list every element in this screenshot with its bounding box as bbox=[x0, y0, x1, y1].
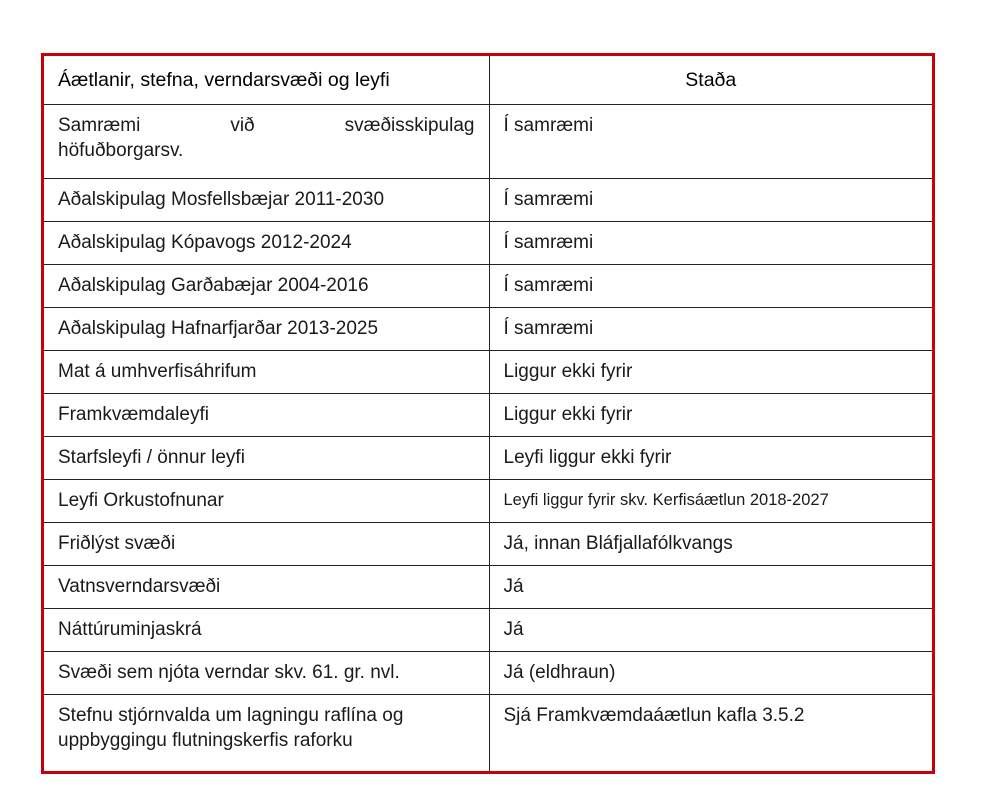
row-status: Í samræmi bbox=[489, 179, 932, 222]
row-item: Svæði sem njóta verndar skv. 61. gr. nvl. bbox=[44, 652, 489, 695]
row-status: Í samræmi bbox=[489, 222, 932, 265]
table-header-row bbox=[44, 56, 932, 105]
row-status: Sjá Framkvæmdaáætlun kafla 3.5.2 bbox=[489, 695, 932, 771]
table-row bbox=[44, 695, 932, 771]
row-item bbox=[44, 695, 489, 771]
row-item-line1 bbox=[58, 113, 475, 138]
row-item: Leyfi Orkustofnunar bbox=[44, 480, 489, 523]
table-row bbox=[44, 179, 932, 222]
row-item-line2: uppbyggingu flutningskerfis raforku bbox=[58, 730, 353, 751]
status-table-frame bbox=[41, 53, 935, 774]
row-item: Aðalskipulag Kópavogs 2012-2024 bbox=[44, 222, 489, 265]
table-row bbox=[44, 105, 932, 179]
row-item: Starfsleyfi / önnur leyfi bbox=[44, 437, 489, 480]
row-item: Aðalskipulag Garðabæjar 2004-2016 bbox=[44, 265, 489, 308]
table-row bbox=[44, 437, 932, 480]
word: við bbox=[230, 115, 255, 136]
table-row bbox=[44, 265, 932, 308]
row-item-line2: höfuðborgarsv. bbox=[58, 140, 184, 161]
table-row bbox=[44, 609, 932, 652]
table-row bbox=[44, 394, 932, 437]
row-status: Liggur ekki fyrir bbox=[489, 394, 932, 437]
row-item: Aðalskipulag Hafnarfjarðar 2013-2025 bbox=[44, 308, 489, 351]
row-status: Í samræmi bbox=[489, 308, 932, 351]
row-item: Náttúruminjaskrá bbox=[44, 609, 489, 652]
row-status: Já bbox=[489, 566, 932, 609]
row-status: Já (eldhraun) bbox=[489, 652, 932, 695]
row-item: Framkvæmdaleyfi bbox=[44, 394, 489, 437]
plans-status-table bbox=[44, 56, 932, 771]
row-status: Liggur ekki fyrir bbox=[489, 351, 932, 394]
row-status: Í samræmi bbox=[489, 105, 932, 179]
row-status: Já, innan Bláfjallafólkvangs bbox=[489, 523, 932, 566]
table-row bbox=[44, 652, 932, 695]
table-row bbox=[44, 566, 932, 609]
column-header-status: Staða bbox=[489, 56, 932, 105]
column-header-plans: Áætlanir, stefna, verndarsvæði og leyfi bbox=[44, 56, 489, 105]
table-row bbox=[44, 308, 932, 351]
row-status: Já bbox=[489, 609, 932, 652]
row-status: Í samræmi bbox=[489, 265, 932, 308]
row-item: Friðlýst svæði bbox=[44, 523, 489, 566]
row-status: Leyfi liggur fyrir skv. Kerfisáætlun 2018-2027 bbox=[489, 480, 932, 523]
table-row bbox=[44, 480, 932, 523]
table-row bbox=[44, 523, 932, 566]
word: Samræmi bbox=[58, 115, 141, 136]
word: svæðisskipulag bbox=[344, 115, 475, 136]
row-item: Aðalskipulag Mosfellsbæjar 2011-2030 bbox=[44, 179, 489, 222]
row-item: Vatnsverndarsvæði bbox=[44, 566, 489, 609]
row-item bbox=[44, 105, 489, 179]
row-status: Leyfi liggur ekki fyrir bbox=[489, 437, 932, 480]
row-item-line1: Stefnu stjórnvalda um lagningu raflína og bbox=[58, 705, 404, 726]
table-row bbox=[44, 351, 932, 394]
row-item: Mat á umhverfisáhrifum bbox=[44, 351, 489, 394]
table-row bbox=[44, 222, 932, 265]
